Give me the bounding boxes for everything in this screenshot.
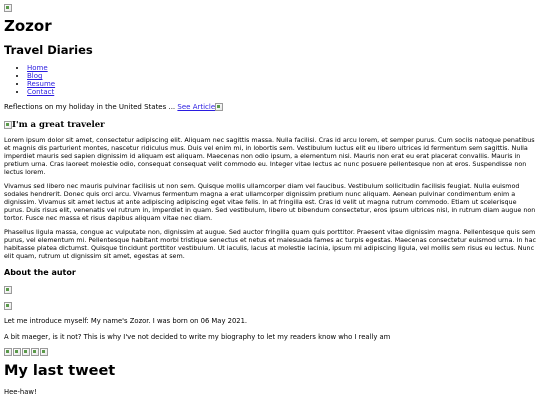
social-image-icon[interactable]	[4, 348, 12, 356]
article-teaser	[4, 103, 536, 112]
author-flag-icon	[4, 302, 12, 310]
article-title-text: I'm a great traveler	[12, 120, 105, 130]
article-paragraph: Vivamus sed libero nec mauris pulvinar facilisis ut non sem. Quisque mollis ullamcorper diam vel faucibus. Vestibulum sollicitudin facilisis feugiat. Nulla euismod sodales hendrerit. Donec quis orci arcu. Vivamus fermentum magna a erat ullamcorper dignissim pretium nunc aliquam. Aenean pulvinar condimentum enim a dignissim. Vivamus sit amet lectus at ante adipiscing adipiscing eget vitae felis. In at fringilla est. Cras id velit ut magna rutrum commodo. Etiam ut scelerisque purus. Duis risus elit, venenatis vel rutrum in, imperdiet in quam. Sed vestibulum, libero ut bibendum consectetur, eros ipsum ultrices nisl, in rutrum diam augue non tortor. Fusce nec massa et risus dapibus aliquam vitae nec diam.	[4, 182, 536, 222]
article-paragraph: Lorem ipsum dolor sit amet, consectetur adipiscing elit. Aliquam nec sagittis massa. Nulla facilisi. Cras id arcu lorem, et semper purus. Cum sociis natoque penatibus et magnis dis parturient montes, nascetur ridiculus mus. Duis vel enim mi, in lobortis sem. Vestibulum luctus elit eu libero ultrices id fermentum sem sagittis. Nulla imperdiet mauris sed sapien dignissim id aliquam est aliquam. Maecenas non odio ipsum, a elementum nisi. Mauris non erat eu erat placerat convallis. Mauris in pretium urna. Cras laoreet molestie odio, consequat consequat velit commodo eu. Integer vitae lectus ac nunc posuere pellentesque non at eros. Suspendisse non lectus lorem.	[4, 136, 535, 176]
nav-link-contact[interactable]: Contact	[27, 88, 55, 96]
logo-image-icon	[4, 4, 12, 12]
social-image-icon[interactable]	[22, 348, 30, 356]
teaser-text: Reflections on my holiday in the United States ...	[4, 103, 176, 111]
site-title: Zozor	[4, 17, 52, 35]
tweet-heading: My last tweet	[4, 363, 116, 379]
article-title	[4, 120, 536, 130]
author-intro: Let me introduce myself: My name's Zozor. I was born on 06 May 2021.	[4, 317, 248, 325]
see-article-image-icon	[215, 103, 223, 111]
nav-link-blog[interactable]: Blog	[27, 72, 43, 80]
social-image-icon[interactable]	[31, 348, 39, 356]
see-article-link[interactable]: See Article	[177, 103, 216, 111]
nav-item-resume	[27, 80, 536, 88]
article-paragraph: Phasellus ligula massa, congue ac vulputate non, dignissim at augue. Sed auctor fringilla quam quis porttitor. Praesent vitae dignissim magna. Pellentesque quis sem purus, vel elementum mi. Pellentesque habitant morbi tristique senectus et netus et malesuada fames ac turpis egestas. Maecenas consectetur euismod urna. In hac habitasse platea dictumst. Quisque tincidunt porttitor vestibulum. Ut iaculis, lacus at molestie lacinia, ipsum mi adipiscing ligula, vel mollis sem risus eu lectus. Nunc elit quam, rutrum ut dignissim sit amet, egestas at sem.	[4, 228, 537, 260]
site-subtitle: Travel Diaries	[4, 43, 93, 57]
nav-link-resume[interactable]: Resume	[27, 80, 56, 88]
nav-item-home	[27, 64, 536, 72]
tweet-text: Hee-haw!	[4, 388, 37, 396]
nav-item-contact	[27, 88, 536, 96]
social-image-icon[interactable]	[40, 348, 48, 356]
main-nav	[4, 64, 536, 96]
author-bio: A bit maeger, is it not? This is why I've not decided to write my biography to let my readers know who I really am	[4, 333, 391, 341]
about-heading: About the autor	[4, 268, 76, 277]
page	[0, 4, 540, 397]
nav-link-home[interactable]: Home	[27, 64, 48, 72]
article-image-icon	[4, 121, 12, 129]
social-image-icon[interactable]	[13, 348, 21, 356]
nav-item-blog	[27, 72, 536, 80]
social-icons	[4, 348, 536, 356]
author-photo-icon	[4, 286, 12, 294]
